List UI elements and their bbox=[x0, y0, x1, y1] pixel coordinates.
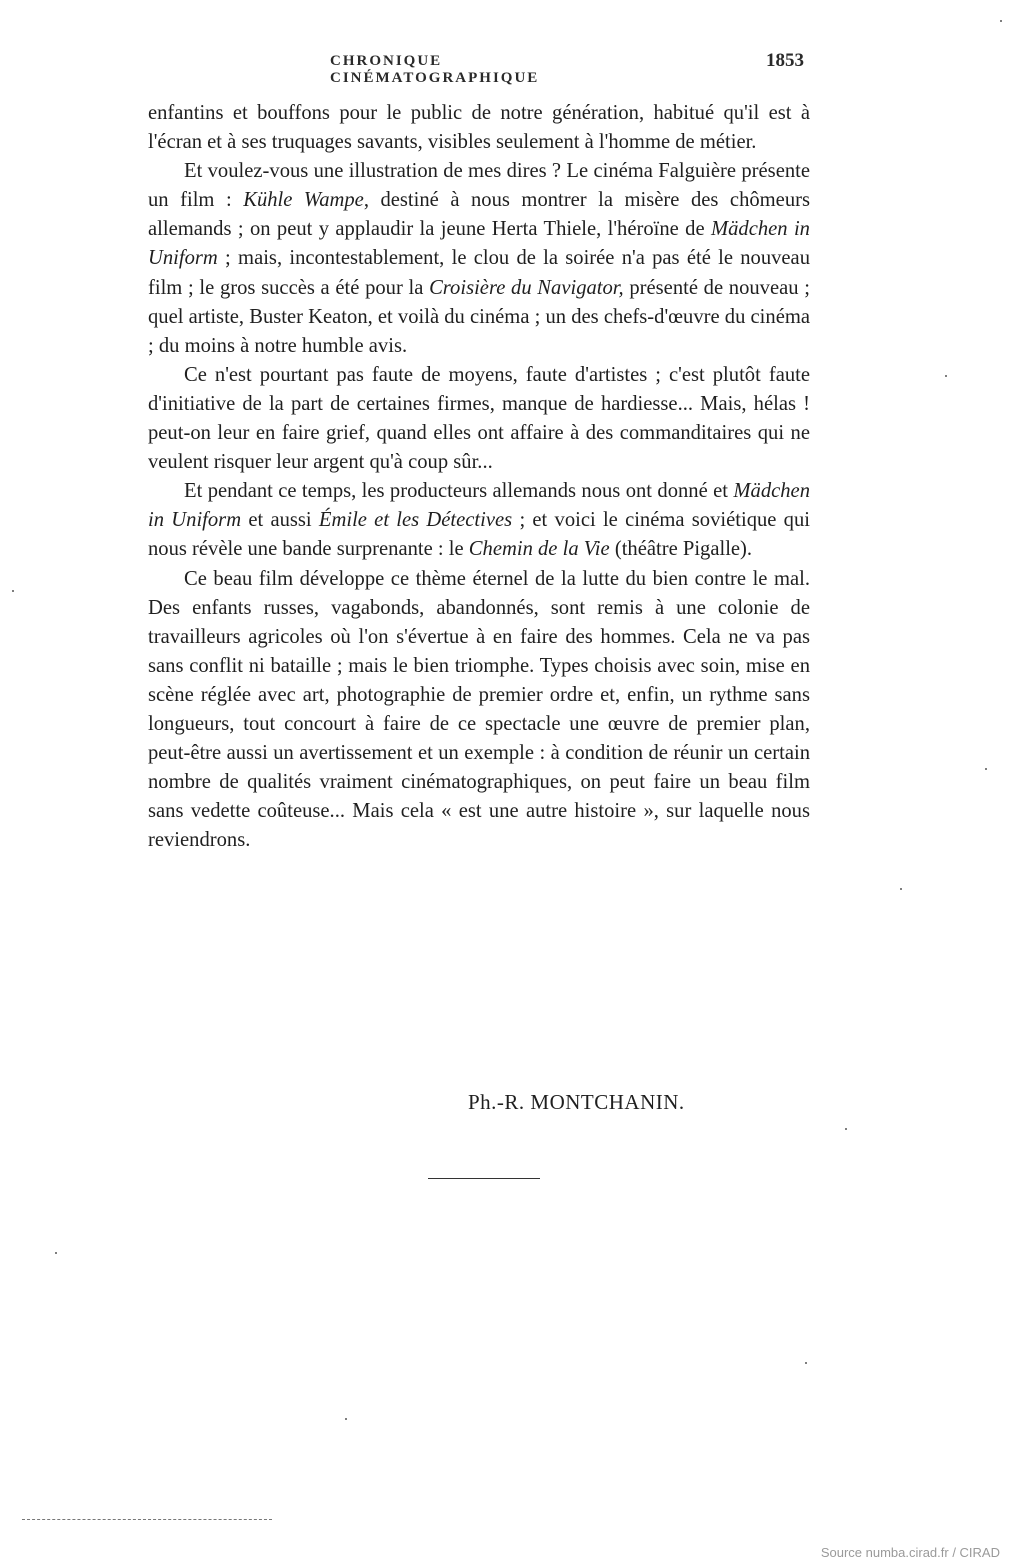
scan-speck bbox=[985, 768, 987, 770]
paragraph-4-text-1: Et pendant ce temps, les producteurs allemands nous ont donné et bbox=[184, 480, 734, 503]
film-title-chemin-de-la-vie: Chemin de la Vie bbox=[468, 538, 610, 561]
film-title-madchen-in-uniform-2: Mädchen in Uniform bbox=[148, 480, 810, 532]
scan-speck bbox=[845, 1128, 847, 1130]
scan-speck bbox=[12, 590, 14, 592]
section-end-rule bbox=[428, 1178, 540, 1179]
footer-scan-artifact-rule bbox=[22, 1519, 272, 1520]
film-title-croisiere-du-navigator: Croisière du Navigator, bbox=[429, 276, 624, 299]
scan-speck bbox=[345, 1418, 347, 1420]
paragraph-2-text-2: , destiné à nous montrer la misère des chômeurs allemands ; on peut y applaudir la jeune Herta Thiele, l'héroïne de bbox=[148, 189, 810, 241]
paragraph-4-text-3: ; et voici le cinéma soviétique qui nous révèle une bande surprenante : le bbox=[148, 509, 810, 561]
film-title-kuhle-wampe: Kühle Wampe bbox=[243, 189, 364, 212]
source-credit: Source numba.cirad.fr / CIRAD bbox=[820, 1545, 1000, 1560]
paragraph-3: Ce n'est pourtant pas faute de moyens, faute d'artistes ; c'est plutôt faute d'initiative de la part de certaines firmes, manque de hardiesse... Mais, hélas ! peut-on leur en faire grief, quand elles ont affaire à des commanditaires qui ne veulent risquer leur argent qu'à coup sûr... bbox=[148, 363, 810, 474]
paragraph-4 bbox=[148, 477, 810, 564]
film-title-madchen-in-uniform: Mädchen in Uniform bbox=[148, 218, 810, 270]
paragraph-2-text-4: présenté de nouveau ; quel artiste, Buster Keaton, et voilà du cinéma ; un des chefs-d'œuvre du cinéma ; du moins à notre humble avis. bbox=[148, 276, 810, 357]
paragraph-4-text-4: (théâtre Pigalle). bbox=[609, 538, 753, 561]
paragraph-2-text-3: ; mais, incontestablement, le clou de la soirée n'a pas été le nouveau film ; le gros succès a été pour la bbox=[148, 247, 810, 299]
page-number: 1853 bbox=[766, 50, 804, 71]
article-body bbox=[148, 99, 810, 855]
paragraph-1: enfantins et bouffons pour le public de notre génération, habitué qu'il est à l'écran et à ses truquages savants, visibles seulement à l'homme de métier. bbox=[148, 102, 810, 154]
paragraph-2 bbox=[148, 157, 810, 361]
running-header-title: CHRONIQUE CINÉMATOGRAPHIQUE bbox=[330, 53, 540, 86]
scan-speck bbox=[1000, 20, 1002, 22]
scan-speck bbox=[945, 375, 947, 377]
scan-speck bbox=[55, 1252, 57, 1254]
scan-speck bbox=[900, 888, 902, 890]
scan-speck bbox=[805, 1362, 807, 1364]
film-title-emile-et-les-detectives: Émile et les Détectives bbox=[318, 509, 513, 532]
author-signature: Ph.-R. MONTCHANIN. bbox=[468, 1090, 685, 1114]
paragraph-5: Ce beau film développe ce thème éternel de la lutte du bien contre le mal. Des enfants russes, vagabonds, abandonnés, sont remis à une colonie de travailleurs agricoles où l'on s'évertue à en faire des hommes. Cela ne va pas sans conflit ni bataille ; mais le bien triomphe. Types choisis avec soin, mise en scène réglée avec art, photographie de premier ordre et, enfin, un rythme sans longueurs, tout concourt à faire de ce spectacle une œuvre de premier plan, peut-être aussi un avertissement et un exemple : à condition de réunir un certain nombre de qualités vraiment cinématographiques, on peut faire un beau film sans vedette coûteuse... Mais cela « est une autre histoire », sur laquelle nous reviendrons. bbox=[148, 567, 810, 852]
paragraph-2-text-1: Et voulez-vous une illustration de mes dires ? Le cinéma Falguière présente un film : bbox=[148, 160, 810, 212]
paragraph-4-text-2: et aussi bbox=[241, 509, 319, 532]
